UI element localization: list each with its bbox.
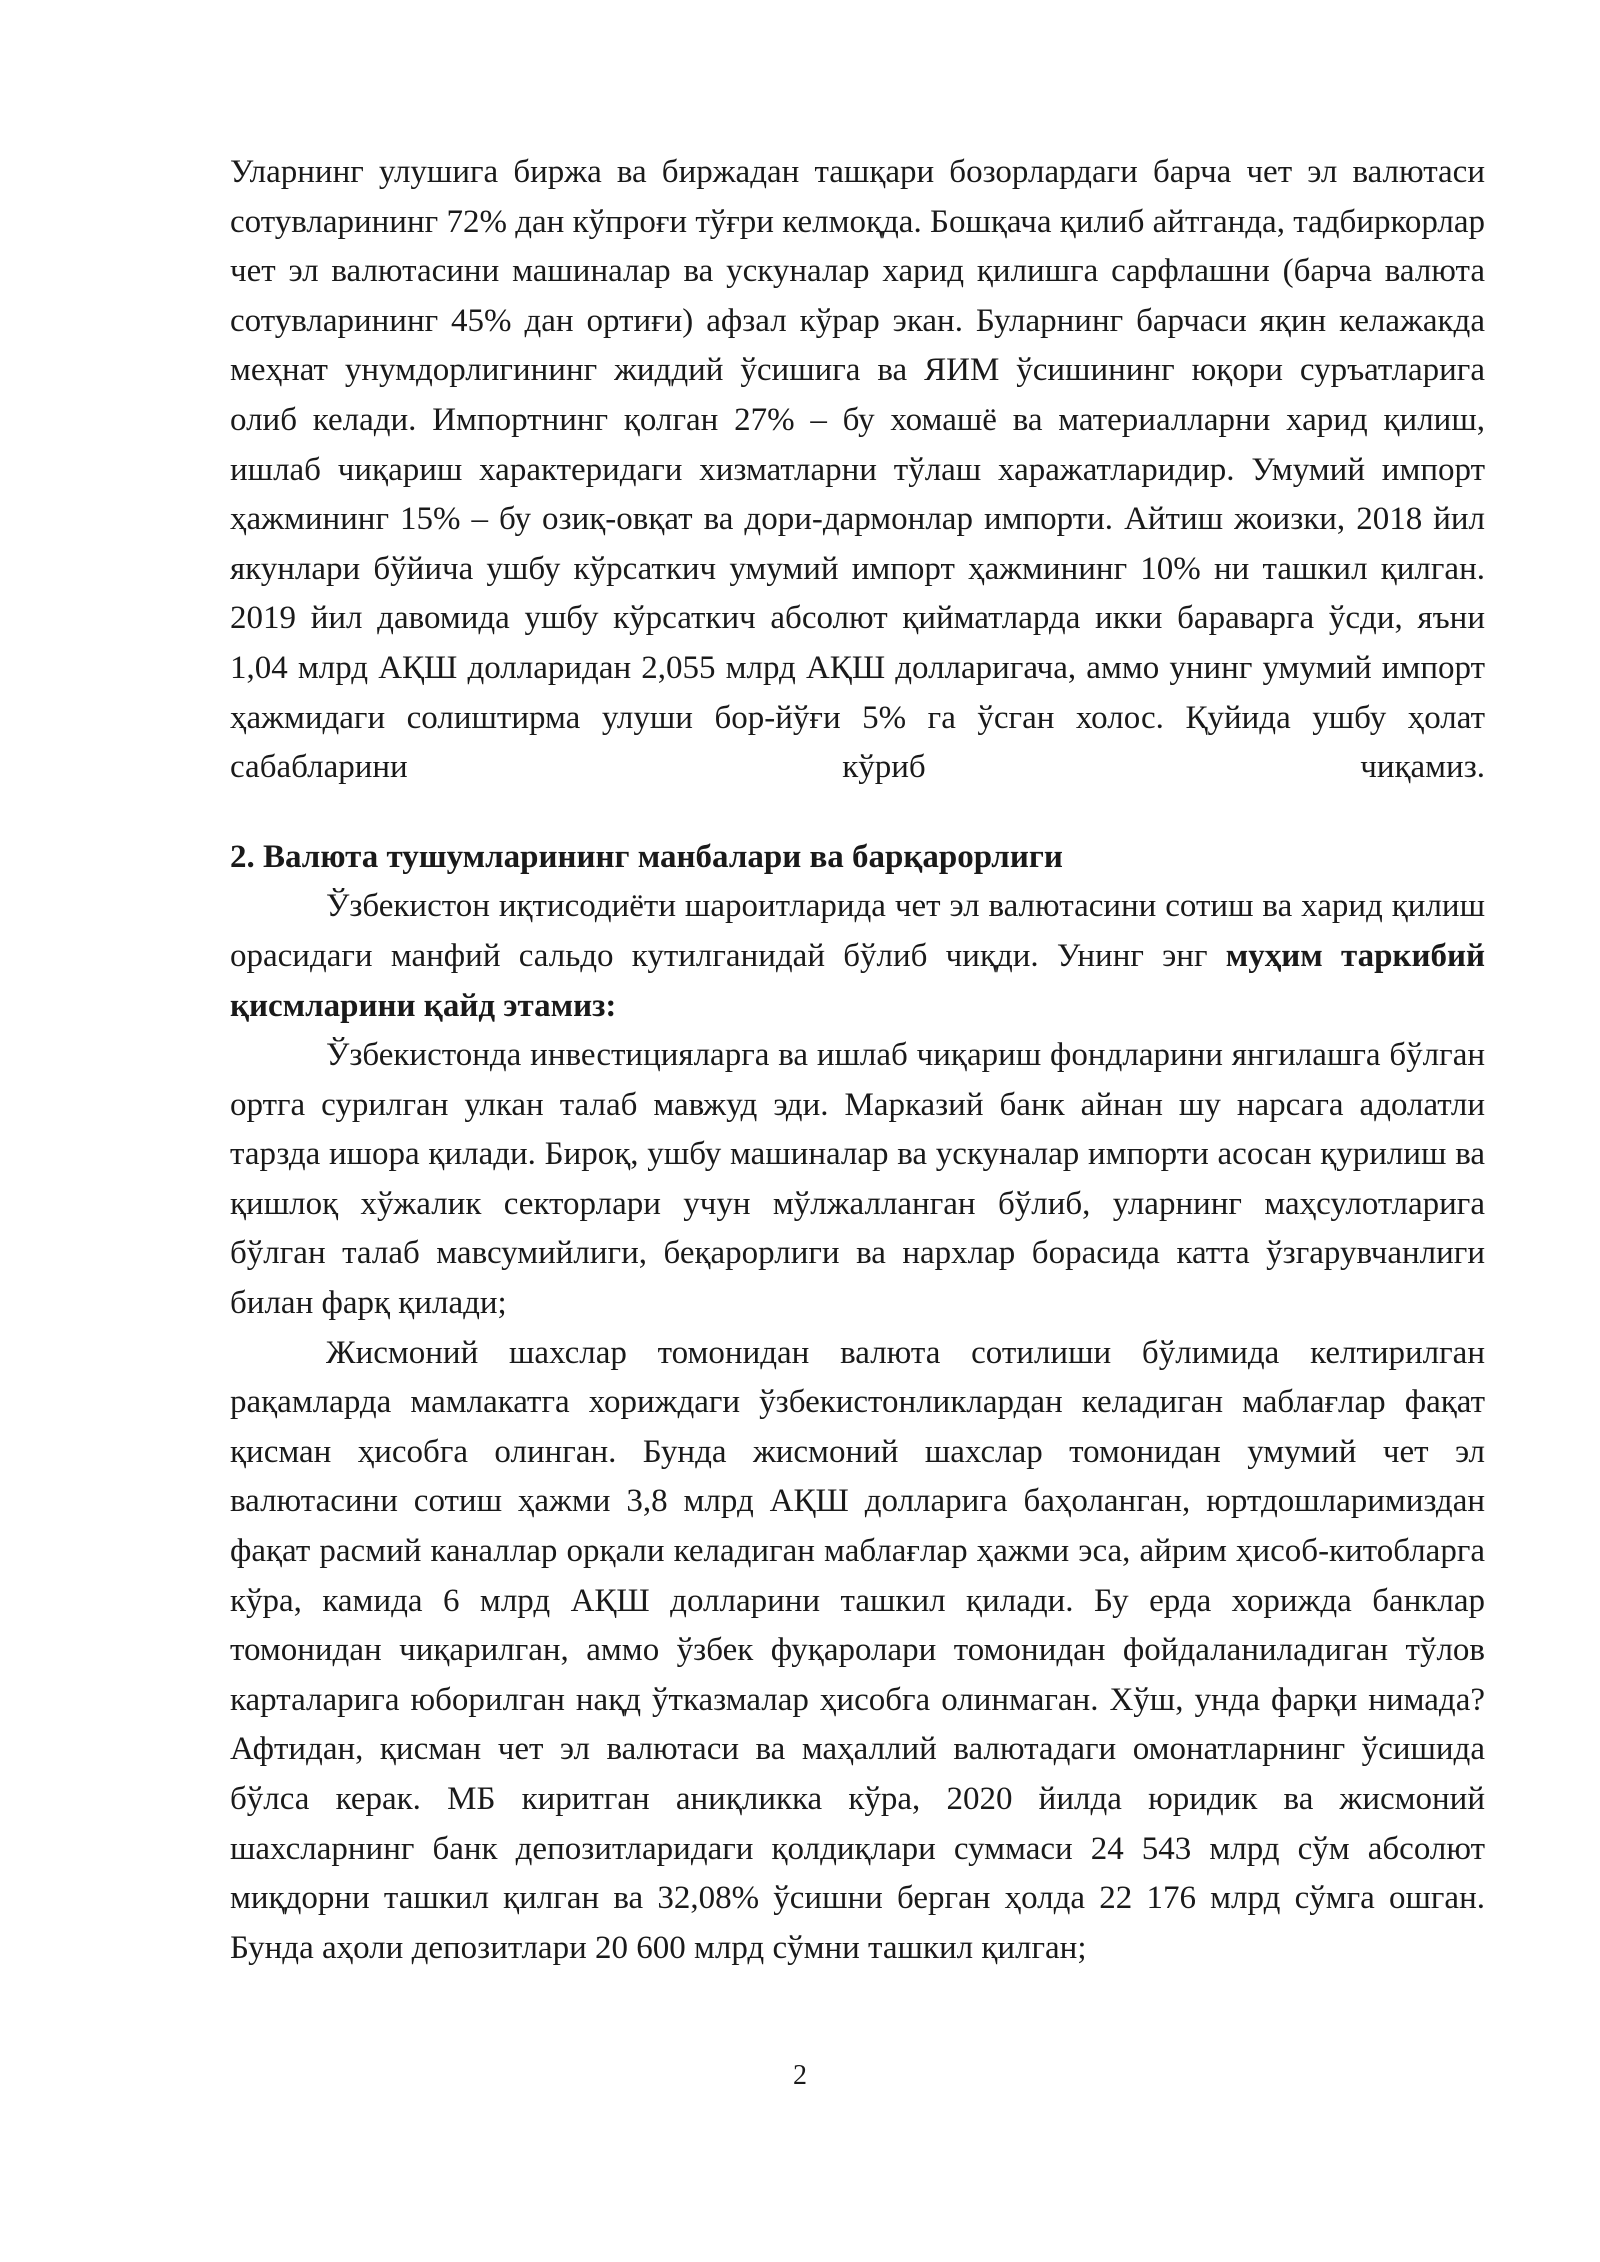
document-page bbox=[230, 148, 1485, 1973]
paragraph-currency-balance bbox=[230, 882, 1485, 1031]
paragraph-currency-balance-bold: муҳим таркибий қисмларини қайд этамиз: bbox=[230, 937, 1485, 1024]
section-heading: 2. Валюта тушумларининг манбалари ва барқарорлиги bbox=[230, 838, 1063, 875]
page-number: 2 bbox=[793, 2060, 807, 2091]
paragraph-investment-demand: Ўзбекистонда инвестицияларга ва ишлаб чиқариш фондларини янгилашга бўлган ортга сурилган улкан талаб мавжуд эди. Марказий банк айнан шу нарсага адолатли тарзда ишора қилади. Бироқ, ушбу машиналар ва ускуналар импорти асосан қурилиш ва қишлоқ хўжалик секторлари учун мўлжалланган бўлиб, уларнинг маҳсулотларига бўлган талаб мавсумийлиги, беқарорлиги ва нархлар борасида катта ўзгарувчанлиги билан фарқ қилади; bbox=[230, 1037, 1485, 1322]
paragraph-currency-balance-text: Ўзбекистон иқтисодиёти шароитларида чет эл валютасини сотиш ва харид қилиш орасидаги манфий сальдо кутилганидай бўлиб чиқди. Унинг энг bbox=[230, 888, 1485, 974]
paragraph-import-structure: Уларнинг улушига биржа ва биржадан ташқари бозорлардаги барча чет эл валютаси сотувларининг 72% дан кўпроғи тўғри келмоқда. Бошқача қилиб айтганда, тадбиркорлар чет эл валютасини машиналар ва ускуналар харид қилишга сарфлашни (барча валюта сотувларининг 45% дан ортиғи) афзал кўрар экан. Буларнинг барчаси яқин келажакда меҳнат унумдорлигининг жиддий ўсишига ва ЯИМ ўсишининг юқори суръатларига олиб келади. Импортнинг қолган 27% – бу хомашё ва материалларни харид қилиш, ишлаб чиқариш характеридаги хизматларни тўлаш харажатларидир. Умумий импорт ҳажмининг 15% – бу озиқ-овқат ва дори-дармонлар импорти. Айтиш жоизки, 2018 йил якунлари бўйича ушбу кўрсаткич умумий импорт ҳажмининг 10% ни ташкил қилган. 2019 йил давомида ушбу кўрсаткич абсолют қийматларда икки бараварга ўсди, яъни 1,04 млрд АҚШ долларидан 2,055 млрд АҚШ долларигача, аммо унинг умумий импорт ҳажмидаги солиштирма улуши бор-йўғи 5% га ўсган холос. Қуйида ушбу ҳолат сабабларини кўриб чиқамиз. bbox=[230, 154, 1485, 786]
paragraph-individual-sales: Жисмоний шахслар томонидан валюта сотилиши бўлимида келтирилган рақамларда мамлакатга хориждаги ўзбекистонликлардан келадиган маблағлар фақат қисман ҳисобга олинган. Бунда жисмоний шахслар томонидан умумий чет эл валютасини сотиш ҳажми 3,8 млрд АҚШ долларига баҳоланган, юртдошларимиздан фақат расмий каналлар орқали келадиган маблағлар ҳажми эса, айрим ҳисоб-китобларга кўра, камида 6 млрд АҚШ долларини ташкил қилади. Бу ерда хорижда банклар томонидан чиқарилган, аммо ўзбек фуқаролари томонидан фойдаланиладиган тўлов карталарига юборилган нақд ўтказмалар ҳисобга олинмаган. Хўш, унда фарқи нимада? Афтидан, қисман чет эл валютаси ва маҳаллий валютадаги омонатларнинг ўсишида бўлса керак. МБ киритган аниқликка кўра, 2020 йилда юридик ва жисмоний шахсларнинг банк депозитларидаги қолдиқлари суммаси 24 543 млрд сўм абсолют миқдорни ташкил қилган ва 32,08% ўсишни берган ҳолда 22 176 млрд сўмга ошган. Бунда аҳоли депозитлари 20 600 млрд сўмни ташкил қилган; bbox=[230, 1334, 1485, 1966]
